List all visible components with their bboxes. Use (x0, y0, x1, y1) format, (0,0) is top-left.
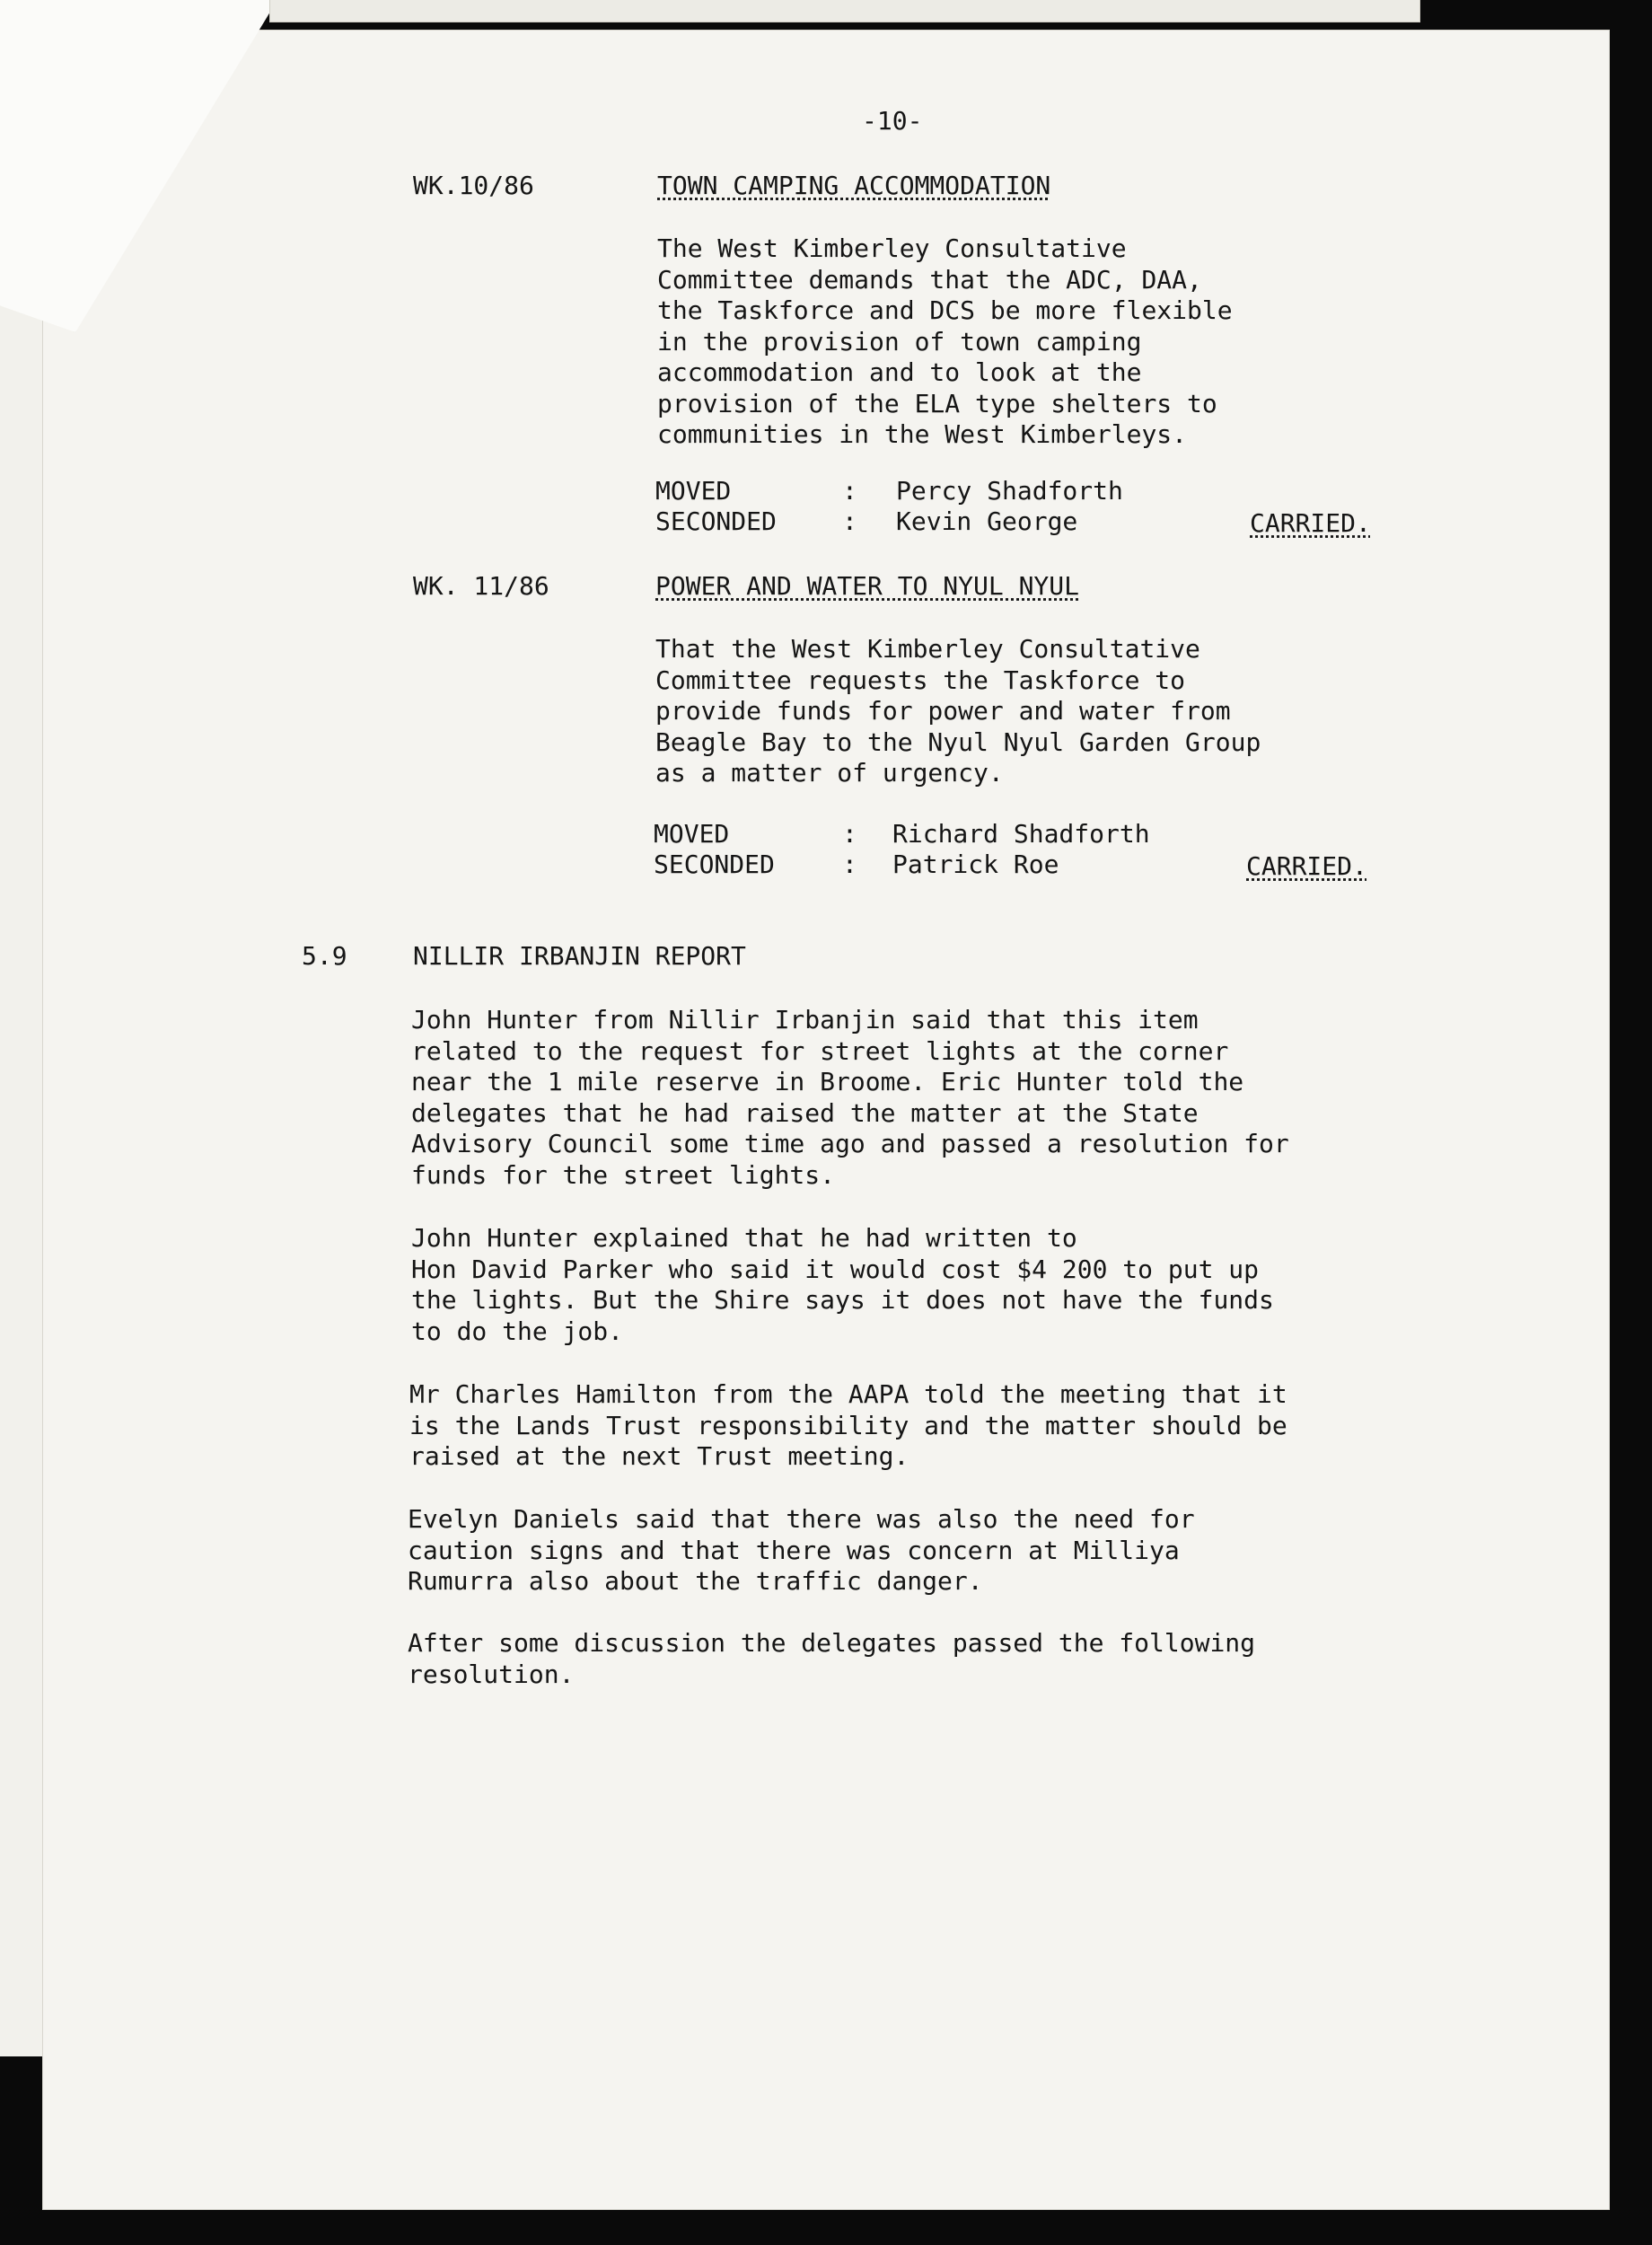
result-carried: CARRIED. (1246, 851, 1367, 881)
seconded-by: Kevin George (896, 506, 1078, 536)
item-title: POWER AND WATER TO NYUL NYUL (655, 571, 1080, 601)
moved-by: Richard Shadforth (892, 819, 1150, 849)
moved-by: Percy Shadforth (896, 476, 1123, 506)
colon: : (842, 850, 857, 879)
item-body: The West Kimberley Consultative Committee demands that the ADC, DAA, the Taskforce and DCS be more flexible in the provision of town camping accommodation and to look at the provision of the ELA type shelters to communities in the West Kimberleys. (657, 233, 1233, 449)
item-title: TOWN CAMPING ACCOMMODATION (657, 171, 1051, 200)
item-ref: WK.10/86 (413, 171, 534, 200)
section-paragraph: John Hunter from Nillir Irbanjin said that this item related to the request for street lights at the corner near the 1 mile reserve in Broome. Eric Hunter told the delegates that he had raised the matter at the State Advisory Council some time ago and passed a resolution for funds for the street lights. (411, 1005, 1289, 1190)
section-paragraph: After some discussion the delegates passed the following resolution. (408, 1628, 1256, 1689)
result-carried: CARRIED. (1250, 508, 1371, 538)
back-page-edge (269, 0, 1420, 22)
section-heading: NILLIR IRBANJIN REPORT (413, 941, 746, 971)
moved-label: MOVED (654, 819, 730, 849)
colon: : (842, 819, 857, 849)
colon: : (842, 506, 857, 536)
seconded-label: SECONDED (654, 850, 775, 879)
section-paragraph: John Hunter explained that he had written to Hon David Parker who said it would cost $4 200 to put up the lights. But the Shire says it does not have the funds to do the job. (411, 1223, 1274, 1346)
seconded-by: Patrick Roe (892, 850, 1059, 879)
section-number: 5.9 (302, 941, 347, 971)
moved-label: MOVED (655, 476, 732, 506)
document-page (43, 31, 1609, 2209)
colon: : (842, 476, 857, 506)
item-ref: WK. 11/86 (413, 571, 549, 601)
page-number: -10- (862, 106, 923, 136)
seconded-label: SECONDED (655, 506, 777, 536)
section-paragraph: Mr Charles Hamilton from the AAPA told the meeting that it is the Lands Trust responsibility and the matter should be raised at the next Trust meeting. (409, 1379, 1287, 1471)
item-body: That the West Kimberley Consultative Committee requests the Taskforce to provide funds for power and water from Beagle Bay to the Nyul Nyul Garden Group as a matter of urgency. (655, 634, 1261, 788)
section-paragraph: Evelyn Daniels said that there was also the need for caution signs and that there was concern at Milliya Rumurra also about the traffic danger. (408, 1504, 1195, 1596)
